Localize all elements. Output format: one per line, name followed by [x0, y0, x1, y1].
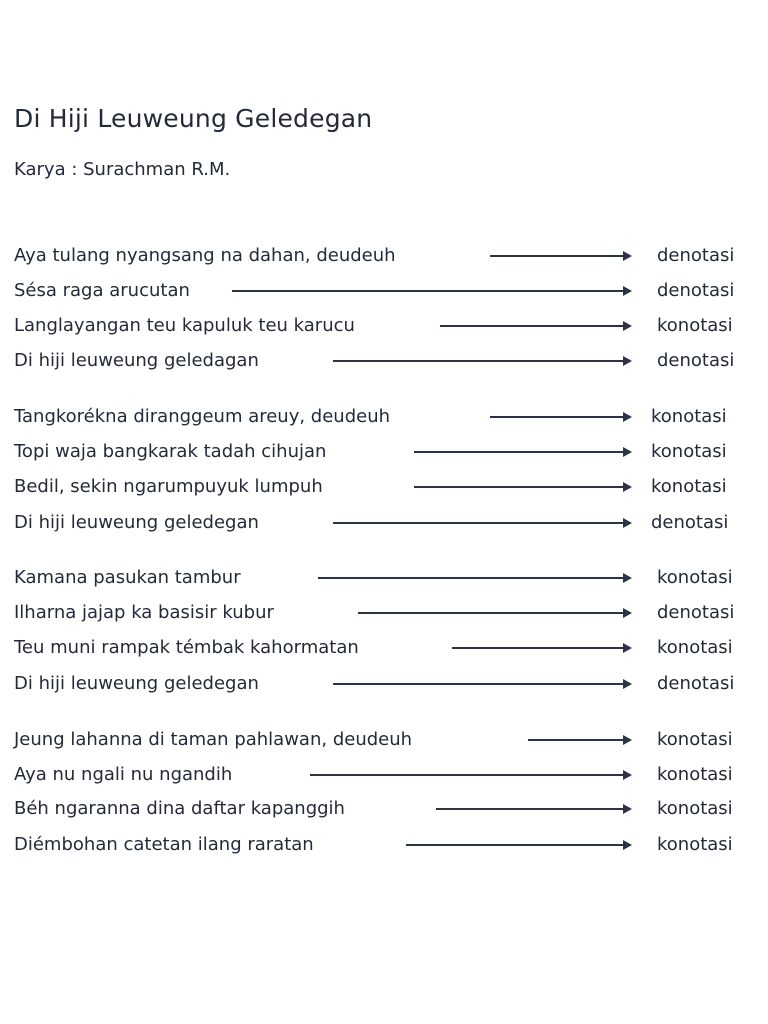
meaning-label: denotasi — [651, 512, 729, 533]
meaning-label: konotasi — [651, 406, 727, 427]
meaning-label: konotasi — [651, 476, 727, 497]
right-arrow-icon — [436, 808, 630, 810]
right-arrow-icon — [318, 577, 630, 579]
right-arrow-icon — [440, 325, 630, 327]
poem-line-row — [0, 510, 768, 536]
right-arrow-icon — [333, 360, 630, 362]
poem-line-row — [0, 243, 768, 269]
poem-line-text: Bedil, sekin ngarumpuyuk lumpuh — [14, 476, 323, 497]
poem-line-text: Teu muni rampak témbak kahormatan — [14, 637, 359, 658]
poem-line-row — [0, 762, 768, 788]
poem-line-row — [0, 727, 768, 753]
poem-line-row — [0, 635, 768, 661]
meaning-label: denotasi — [657, 245, 735, 266]
poem-line-text: Di hiji leuweung geledagan — [14, 350, 259, 371]
meaning-label: denotasi — [657, 673, 735, 694]
poem-line-text: Tangkorékna diranggeum areuy, deudeuh — [14, 406, 391, 427]
meaning-label: konotasi — [657, 834, 733, 855]
poem-line-row — [0, 278, 768, 304]
poem-line-text: Aya tulang nyangsang na dahan, deudeuh — [14, 245, 396, 266]
meaning-label: denotasi — [657, 602, 735, 623]
meaning-label: denotasi — [657, 280, 735, 301]
right-arrow-icon — [490, 416, 630, 418]
poem-line-text: Langlayangan teu kapuluk teu karucu — [14, 315, 355, 336]
poem-author: Karya : Surachman R.M. — [14, 159, 231, 180]
poem-line-text: Di hiji leuweung geledegan — [14, 673, 259, 694]
poem-line-text: Béh ngaranna dina daftar kapanggih — [14, 798, 345, 819]
poem-line-row — [0, 832, 768, 858]
poem-title: Di Hiji Leuweung Geledegan — [14, 104, 373, 133]
poem-line-row — [0, 796, 768, 822]
right-arrow-icon — [528, 739, 630, 741]
poem-line-text: Di hiji leuweung geledegan — [14, 512, 259, 533]
right-arrow-icon — [333, 683, 630, 685]
poem-line-row — [0, 313, 768, 339]
right-arrow-icon — [310, 774, 630, 776]
poem-line-text: Sésa raga arucutan — [14, 280, 190, 301]
right-arrow-icon — [232, 290, 630, 292]
poem-line-text: Ilharna jajap ka basisir kubur — [14, 602, 274, 623]
meaning-label: konotasi — [657, 637, 733, 658]
right-arrow-icon — [333, 522, 630, 524]
poem-line-row — [0, 671, 768, 697]
right-arrow-icon — [406, 844, 630, 846]
right-arrow-icon — [358, 612, 630, 614]
poem-line-row — [0, 404, 768, 430]
meaning-label: konotasi — [657, 315, 733, 336]
poem-line-row — [0, 474, 768, 500]
poem-line-text: Kamana pasukan tambur — [14, 567, 241, 588]
right-arrow-icon — [414, 486, 630, 488]
meaning-label: konotasi — [657, 798, 733, 819]
poem-line-text: Jeung lahanna di taman pahlawan, deudeuh — [14, 729, 413, 750]
poem-line-row — [0, 348, 768, 374]
poem-line-text: Aya nu ngali nu ngandih — [14, 764, 233, 785]
poem-line-row — [0, 600, 768, 626]
meaning-label: konotasi — [657, 567, 733, 588]
meaning-label: konotasi — [651, 441, 727, 462]
meaning-label: denotasi — [657, 350, 735, 371]
right-arrow-icon — [452, 647, 630, 649]
poem-line-text: Diémbohan catetan ilang raratan — [14, 834, 314, 855]
meaning-label: konotasi — [657, 729, 733, 750]
right-arrow-icon — [490, 255, 630, 257]
poem-line-text: Topi waja bangkarak tadah cihujan — [14, 441, 327, 462]
meaning-label: konotasi — [657, 764, 733, 785]
poem-line-row — [0, 565, 768, 591]
poem-line-row — [0, 439, 768, 465]
right-arrow-icon — [414, 451, 630, 453]
